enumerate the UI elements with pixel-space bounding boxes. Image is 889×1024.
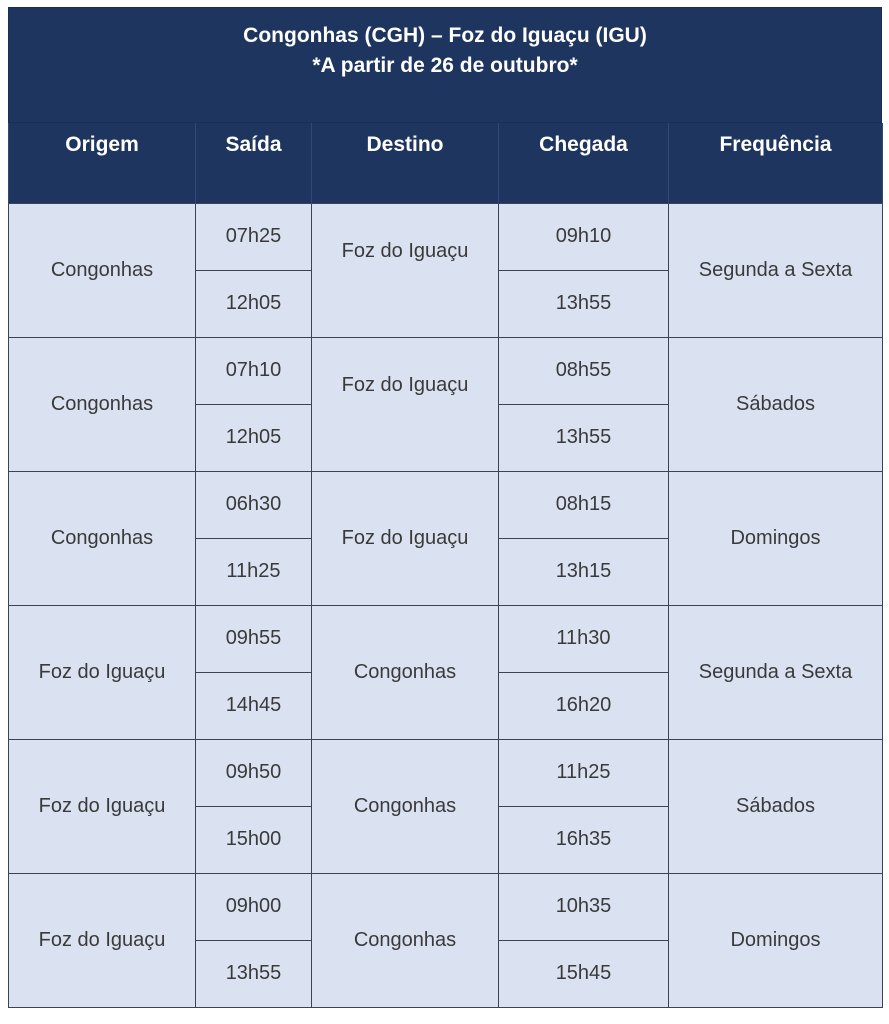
column-header-frequencia: Frequência <box>669 123 883 203</box>
saida-cell: 11h25 <box>196 538 312 605</box>
table-row <box>9 337 883 404</box>
chegada-cell: 13h55 <box>499 404 669 471</box>
table-title: Congonhas (CGH) – Foz do Iguaçu (IGU) <box>243 24 647 47</box>
origem-cell: Congonhas <box>9 203 196 337</box>
chegada-cell: 11h25 <box>499 739 669 806</box>
frequencia-cell: Sábados <box>669 337 883 471</box>
chegada-cell: 11h30 <box>499 605 669 672</box>
saida-cell: 06h30 <box>196 471 312 538</box>
saida-cell: 13h55 <box>196 940 312 1007</box>
destino-cell: Congonhas <box>312 605 499 739</box>
chegada-cell: 13h55 <box>499 270 669 337</box>
origem-cell: Foz do Iguaçu <box>9 739 196 873</box>
table-title-banner <box>8 7 882 123</box>
saida-cell: 15h00 <box>196 806 312 873</box>
chegada-cell: 08h15 <box>499 471 669 538</box>
saida-cell: 07h25 <box>196 203 312 270</box>
table-row <box>9 203 883 270</box>
chegada-cell: 16h35 <box>499 806 669 873</box>
chegada-cell: 13h15 <box>499 538 669 605</box>
schedule-container <box>8 7 882 1008</box>
chegada-cell: 08h55 <box>499 337 669 404</box>
saida-cell: 07h10 <box>196 337 312 404</box>
column-header-saida: Saída <box>196 123 312 203</box>
frequencia-cell: Domingos <box>669 471 883 605</box>
frequencia-cell: Domingos <box>669 873 883 1007</box>
saida-cell: 12h05 <box>196 404 312 471</box>
origem-cell: Foz do Iguaçu <box>9 873 196 1007</box>
saida-cell: 09h55 <box>196 605 312 672</box>
origem-cell: Congonhas <box>9 337 196 471</box>
origem-cell: Congonhas <box>9 471 196 605</box>
column-header-origem: Origem <box>9 123 196 203</box>
header-row <box>9 123 883 203</box>
frequencia-cell: Sábados <box>669 739 883 873</box>
destino-cell: Congonhas <box>312 739 499 873</box>
chegada-cell: 16h20 <box>499 672 669 739</box>
destino-cell: Foz do Iguaçu <box>312 471 499 605</box>
destino-cell: Foz do Iguaçu <box>312 337 499 471</box>
frequencia-cell: Segunda a Sexta <box>669 605 883 739</box>
saida-cell: 09h50 <box>196 739 312 806</box>
chegada-cell: 09h10 <box>499 203 669 270</box>
destino-cell: Congonhas <box>312 873 499 1007</box>
column-header-destino: Destino <box>312 123 499 203</box>
chegada-cell: 15h45 <box>499 940 669 1007</box>
column-header-chegada: Chegada <box>499 123 669 203</box>
destino-cell: Foz do Iguaçu <box>312 203 499 337</box>
saida-cell: 12h05 <box>196 270 312 337</box>
saida-cell: 14h45 <box>196 672 312 739</box>
table-row <box>9 605 883 672</box>
table-subtitle: *A partir de 26 de outubro* <box>312 54 578 77</box>
saida-cell: 09h00 <box>196 873 312 940</box>
schedule-table <box>8 123 883 1008</box>
table-row <box>9 739 883 806</box>
origem-cell: Foz do Iguaçu <box>9 605 196 739</box>
table-row <box>9 873 883 940</box>
table-row <box>9 471 883 538</box>
frequencia-cell: Segunda a Sexta <box>669 203 883 337</box>
chegada-cell: 10h35 <box>499 873 669 940</box>
